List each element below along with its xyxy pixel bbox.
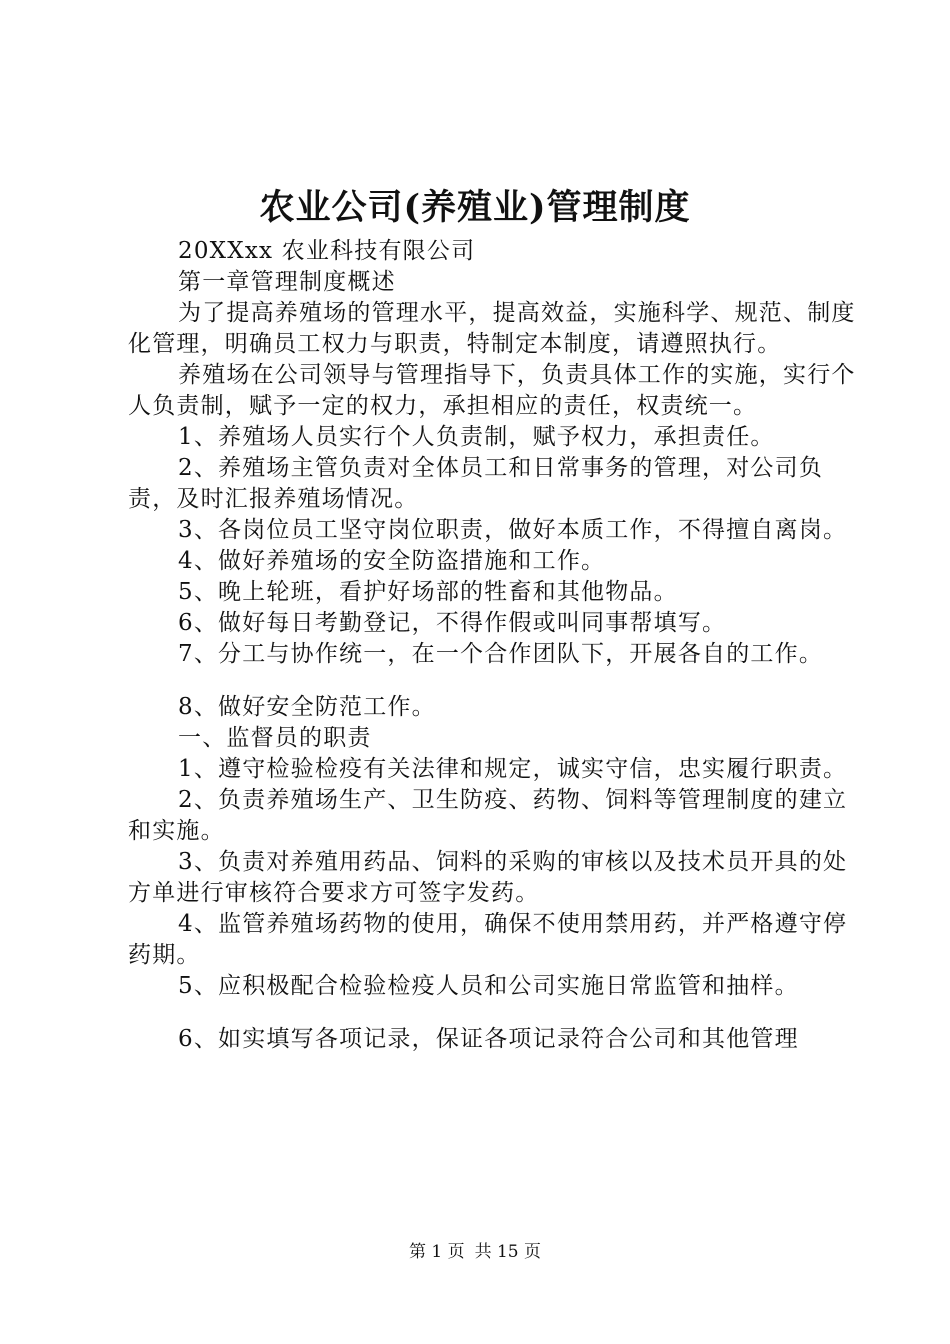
- rule-item: 7、分工与协作统一，在一个合作团队下，开展各自的工作。: [178, 641, 824, 667]
- duty-item: 2、负责养殖场生产、卫生防疫、药物、饲料等管理制度的建立和实施。: [128, 787, 848, 844]
- company-name: 20XXxx 农业科技有限公司: [178, 238, 476, 264]
- duty-item: 5、应积极配合检验检疫人员和公司实施日常监管和抽样。: [178, 973, 799, 999]
- duty-item: 1、遵守检验检疫有关法律和规定，诚实守信，忠实履行职责。: [178, 756, 848, 782]
- paragraph: 为了提高养殖场的管理水平，提高效益，实施科学、规范、制度化管理，明确员工权力与职责，特制定本制度，请遵照执行。: [128, 300, 856, 357]
- paragraph: 养殖场在公司领导与管理指导下，负责具体工作的实施，实行个人负责制，赋予一定的权力，承担相应的责任，权责统一。: [128, 362, 856, 419]
- chapter-heading: 第一章管理制度概述: [178, 269, 396, 295]
- section-heading: 一、监督员的职责: [178, 725, 372, 751]
- rule-item: 3、各岗位员工坚守岗位职责，做好本质工作，不得擅自离岗。: [178, 517, 848, 543]
- rule-item: 1、养殖场人员实行个人负责制，赋予权力，承担责任。: [178, 424, 775, 450]
- page-number: 第 1 页: [408, 1242, 465, 1262]
- paragraph-spacer: [128, 1002, 858, 1024]
- document-body: [128, 236, 858, 1055]
- rule-item: 2、养殖场主管负责对全体员工和日常事务的管理，对公司负责，及时汇报养殖场情况。: [128, 455, 824, 512]
- total-pages: 共 15 页: [474, 1242, 542, 1262]
- duty-item: 6、如实填写各项记录，保证各项记录符合公司和其他管理: [178, 1026, 799, 1052]
- rule-item: 5、晚上轮班，看护好场部的牲畜和其他物品。: [178, 579, 678, 605]
- rule-item: 4、做好养殖场的安全防盗措施和工作。: [178, 548, 606, 574]
- document-title: 农业公司(养殖业)管理制度: [259, 187, 691, 228]
- rule-item: 8、做好安全防范工作。: [178, 694, 436, 720]
- rule-item: 6、做好每日考勤登记，不得作假或叫同事帮填写。: [178, 610, 727, 636]
- page-footer: [0, 1240, 950, 1264]
- paragraph-spacer: [128, 670, 858, 692]
- duty-item: 4、监管养殖场药物的使用，确保不使用禁用药，并严格遵守停药期。: [128, 911, 848, 968]
- duty-item: 3、负责对养殖用药品、饲料的采购的审核以及技术员开具的处方单进行审核符合要求方可签字发药。: [128, 849, 848, 906]
